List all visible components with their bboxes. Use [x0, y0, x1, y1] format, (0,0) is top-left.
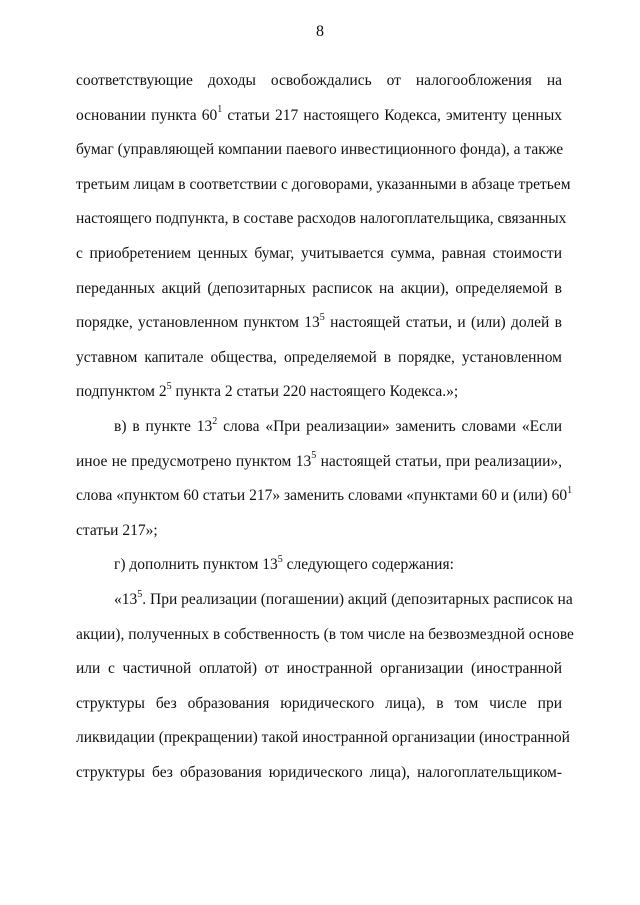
text-segment: третьим лицам в соответствии с договорами, указанными в абзаце третьем — [76, 175, 571, 193]
text-segment: основании пункта 60 — [76, 106, 218, 124]
text-line — [76, 756, 562, 791]
text-line — [76, 687, 562, 722]
text-line — [76, 548, 562, 583]
text-segment: с приобретением ценных бумаг, учитывается сумма, равная стоимости — [76, 244, 562, 262]
text-segment: иное не предусмотрено пунктом 13 — [76, 452, 312, 470]
superscript: 5 — [277, 554, 283, 566]
superscript: 2 — [212, 415, 218, 427]
text-segment: слова «При реализации» заменить словами «Если — [217, 417, 563, 435]
text-segment: в) в пункте 13 — [114, 417, 213, 435]
text-segment: г) дополнить пунктом 13 — [114, 556, 278, 574]
text-segment: уставном капитале общества, определяемой в порядке, установленном — [76, 348, 562, 366]
text-line — [76, 445, 562, 480]
text-segment: настоящей статьи, при реализации», — [316, 452, 562, 470]
text-line — [76, 618, 574, 653]
text-line — [76, 99, 562, 134]
text-line — [76, 306, 562, 341]
text-segment: ликвидации (прекращении) такой иностранной организации (иностранной — [76, 729, 570, 747]
text-line — [76, 514, 562, 549]
text-segment: статьи 217»; — [76, 521, 158, 539]
text-segment: акции), полученных в собственность (в том числе на безвозмездной основе — [76, 625, 574, 643]
text-line — [76, 202, 567, 237]
text-segment: структуры без образования юридического лица), в том числе при — [76, 694, 562, 712]
text-segment: пункта 2 статьи 220 настоящего Кодекса.»; — [171, 383, 459, 401]
text-line — [76, 64, 562, 99]
text-line — [76, 583, 573, 618]
text-line — [76, 133, 562, 168]
text-segment: подпунктом 2 — [76, 383, 167, 401]
text-segment: порядке, установленном пунктом 13 — [76, 314, 320, 332]
text-line — [76, 721, 570, 756]
text-line — [76, 237, 562, 272]
text-line — [76, 652, 562, 687]
text-segment: настоящей статьи, и (или) долей в — [324, 314, 562, 332]
text-segment: переданных акций (депозитарных расписок на акции), определяемой в — [76, 279, 562, 297]
superscript: 5 — [166, 381, 172, 393]
text-line — [76, 410, 562, 445]
text-segment: «13 — [114, 590, 138, 608]
page-number: 8 — [316, 23, 324, 40]
text-segment: . При реализации (погашении) акций (депозитарных расписок на — [142, 590, 573, 608]
text-segment: или с частичной оплатой) от иностранной организации (иностранной — [76, 660, 562, 678]
superscript: 5 — [311, 450, 317, 462]
superscript: 1 — [567, 484, 573, 496]
superscript: 5 — [319, 312, 325, 323]
text-segment: бумаг (управляющей компании паевого инвестиционного фонда), а также — [76, 141, 564, 159]
text-line — [76, 168, 571, 203]
text-segment: следующего содержания: — [282, 556, 454, 574]
text-line — [76, 375, 562, 410]
superscript: 1 — [217, 104, 223, 116]
text-segment: структуры без образования юридического лица), налогоплательщиком- — [76, 763, 562, 781]
superscript: 5 — [137, 588, 143, 600]
text-segment: настоящего подпункта, в составе расходов налогоплательщика, связанных — [76, 210, 567, 228]
text-segment: соответствующие доходы освобождались от налогообложения на — [76, 72, 562, 89]
text-segment: статьи 217 настоящего Кодекса, эмитенту ценных — [222, 106, 563, 124]
text-segment: слова «пунктом 60 статьи 217» заменить словами «пунктами 60 и (или) 60 — [76, 487, 568, 505]
document-body — [76, 64, 574, 790]
text-line — [76, 341, 562, 376]
text-line — [76, 272, 562, 307]
text-line — [76, 479, 573, 514]
